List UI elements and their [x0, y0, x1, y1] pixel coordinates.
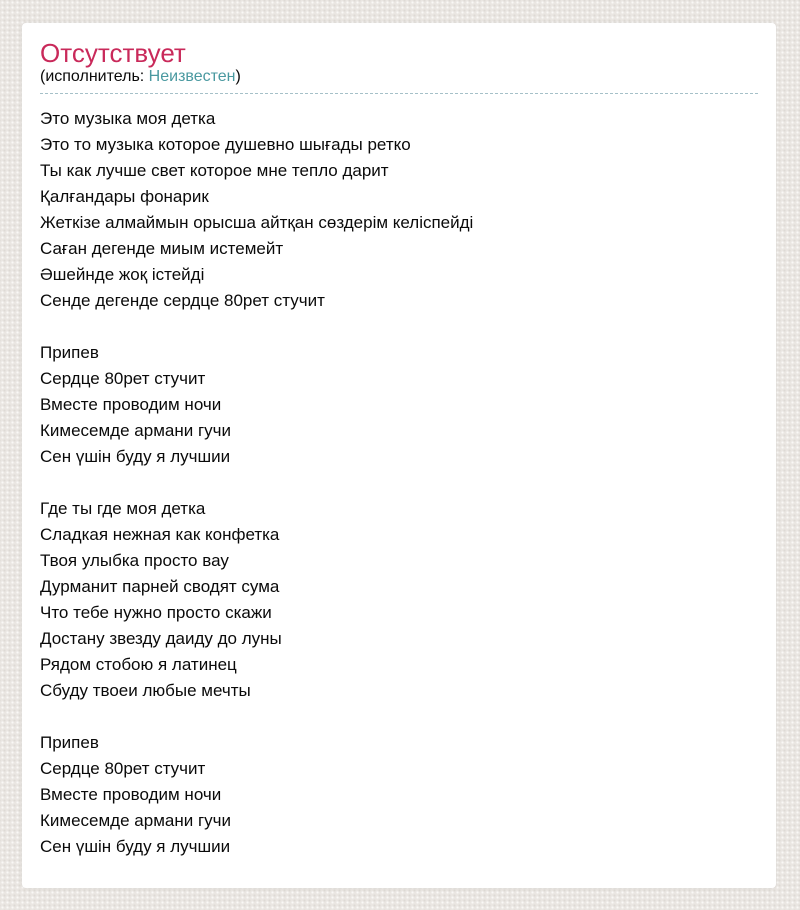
lyric-line: Қалғандары фонарик	[40, 187, 209, 206]
song-header	[40, 39, 758, 94]
artist-suffix: )	[235, 68, 241, 85]
lyric-line: Припев	[40, 733, 99, 752]
lyric-line: Твоя улыбка просто вау	[40, 551, 229, 570]
lyric-line: Сердце 80рет стучит	[40, 369, 206, 388]
artist-label: (исполнитель:	[40, 68, 149, 85]
lyric-line: Сбуду твоеи любые мечты	[40, 681, 251, 700]
lyrics-card	[22, 23, 776, 888]
lyric-line: Достану звезду даиду до луны	[40, 629, 282, 648]
lyric-line: Это музыка моя детка	[40, 109, 216, 128]
lyric-line: Сен үшін буду я лучшии	[40, 837, 231, 856]
lyric-line: Әшейнде жоқ істейді	[40, 265, 205, 284]
lyric-line: Вместе проводим ночи	[40, 395, 222, 414]
lyric-line: Сладкая нежная как конфетка	[40, 525, 280, 544]
lyric-blank-line	[40, 704, 758, 730]
lyric-line: Вместе проводим ночи	[40, 785, 222, 804]
lyric-blank-line	[40, 314, 758, 340]
lyric-line: Сенде дегенде сердце 80рет стучит	[40, 291, 325, 310]
lyric-blank-line	[40, 470, 758, 496]
lyric-line: Где ты где моя детка	[40, 499, 206, 518]
lyric-line: Саған дегенде миым истемейт	[40, 239, 284, 258]
lyric-line: Припев	[40, 343, 99, 362]
lyric-line: Это то музыка которое душевно шығады ретко	[40, 135, 411, 154]
lyric-line: Жеткізе алмаймын орысша айтқан сөздерім келіспейді	[40, 213, 474, 232]
lyric-line: Кимесемде армани гучи	[40, 811, 231, 830]
lyric-line: Дурманит парней сводят сума	[40, 577, 280, 596]
song-title: Отсутствует	[40, 38, 186, 68]
artist-link[interactable]: Неизвестен	[148, 68, 236, 85]
lyrics-text	[40, 106, 758, 860]
artist-line	[40, 67, 758, 87]
lyric-line: Сердце 80рет стучит	[40, 759, 206, 778]
lyric-line: Что тебе нужно просто скажи	[40, 603, 272, 622]
lyric-line: Сен үшін буду я лучшии	[40, 447, 231, 466]
lyric-line: Кимесемде армани гучи	[40, 421, 231, 440]
lyric-line: Ты как лучше свет которое мне тепло дарит	[40, 161, 389, 180]
lyric-line: Рядом стобою я латинец	[40, 655, 237, 674]
